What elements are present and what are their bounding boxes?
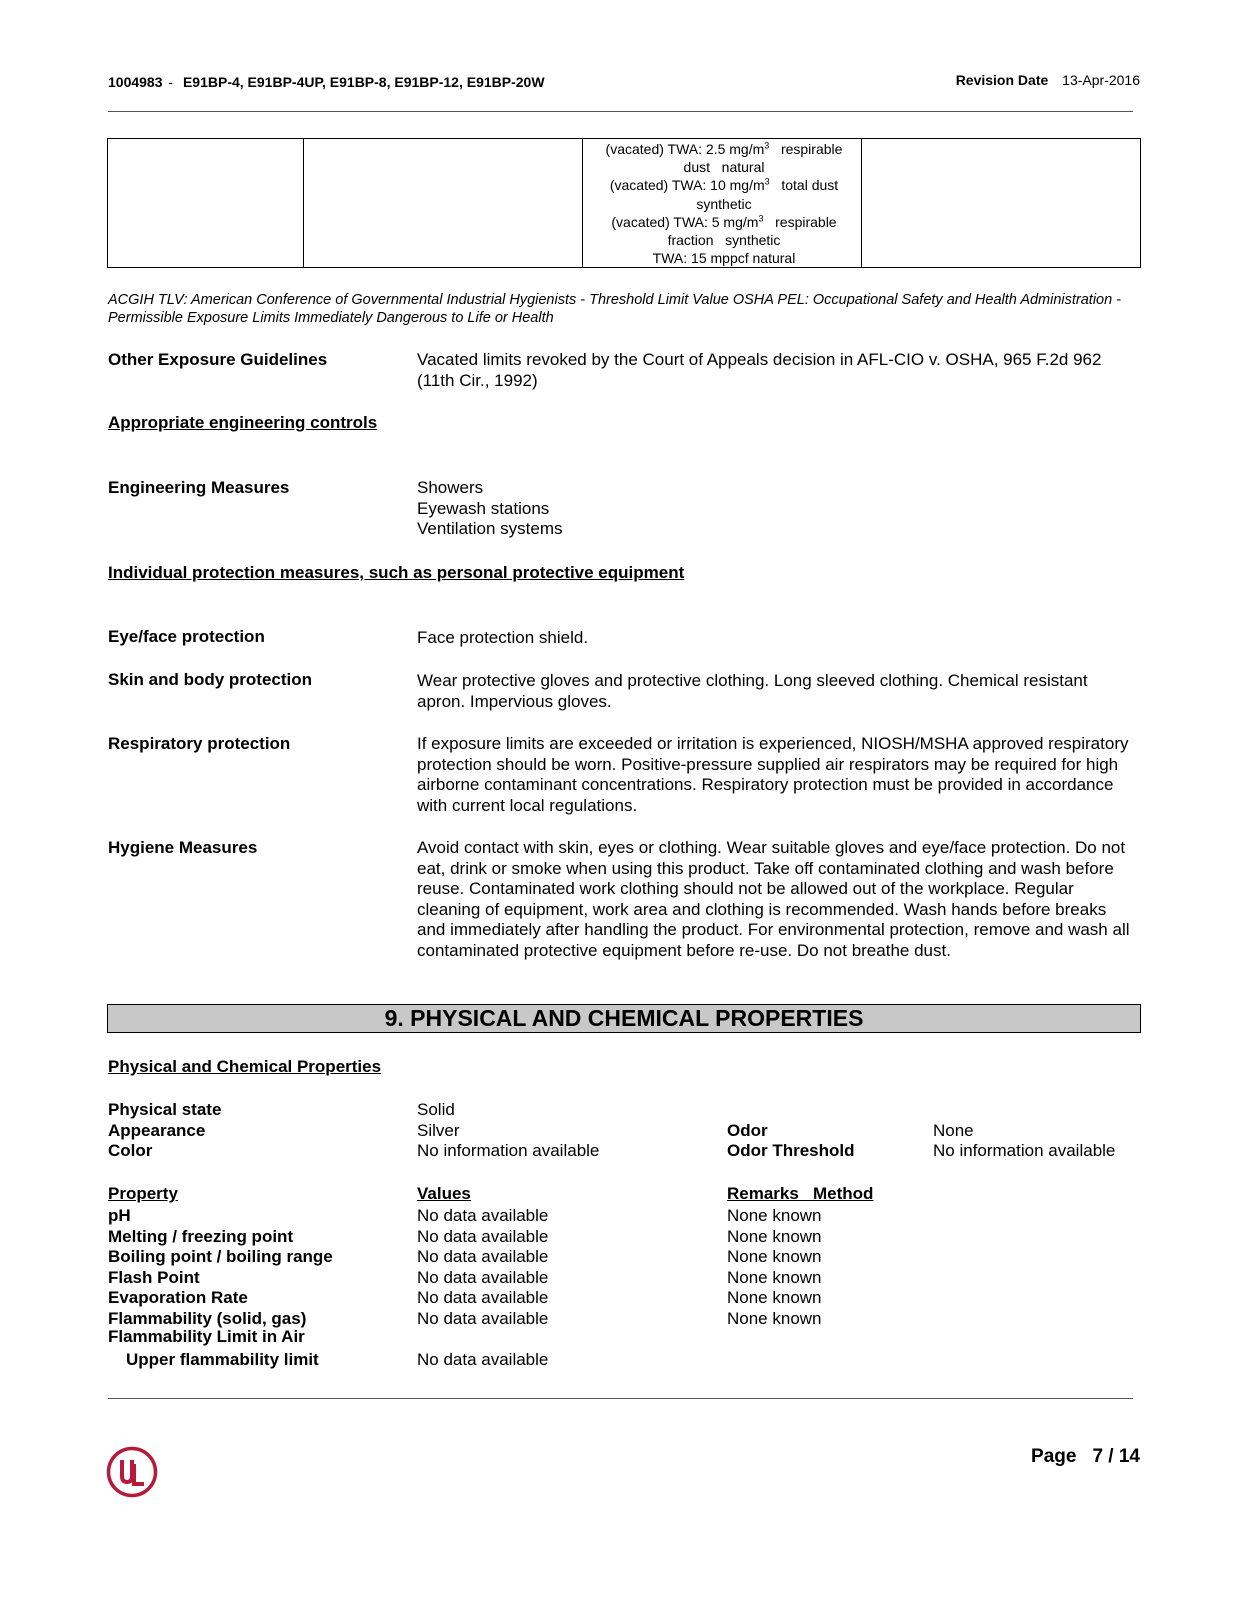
property-name: Evaporation Rate xyxy=(108,1288,248,1307)
doc-id: 1004983 xyxy=(108,74,163,90)
exposure-text: fraction synthetic xyxy=(667,232,781,249)
property-value: No data available xyxy=(417,1206,549,1225)
exposure-line xyxy=(584,176,864,194)
property-remarks: None known xyxy=(727,1267,822,1287)
property-remarks: None known xyxy=(727,1288,822,1307)
page-label: Page xyxy=(1031,1446,1077,1467)
appearance-label: Appearance xyxy=(108,1121,206,1140)
exposure-unit-superscript: 3 xyxy=(764,176,770,187)
upper-flammability-label: Upper flammability limit xyxy=(126,1350,319,1369)
property-name: Boiling point / boiling range xyxy=(108,1247,333,1266)
page-number xyxy=(1031,1446,1140,1468)
osha-pel-cell xyxy=(584,139,864,267)
property-value: No data available xyxy=(417,1247,549,1266)
eye-face-label: Eye/face protection xyxy=(108,627,265,646)
property-value: No data available xyxy=(417,1267,549,1287)
exposure-line xyxy=(584,158,864,176)
exposure-text: dust natural xyxy=(683,159,765,176)
doc-id-separator: - xyxy=(168,74,174,90)
odor-threshold-label: Odor Threshold xyxy=(727,1141,855,1160)
exposure-text: (vacated) TWA: 5 mg/m xyxy=(611,213,759,230)
table-column-2 xyxy=(304,139,583,267)
other-exposure-value: Vacated limits revoked by the Court of Appeals decision in AFL-CIO v. OSHA, 965 F.2d 962 (11th Cir., 1992) xyxy=(417,350,1102,390)
header-divider xyxy=(108,111,1133,112)
property-remarks: None known xyxy=(727,1308,822,1328)
odor-value: None xyxy=(933,1121,974,1140)
engineering-measures-label: Engineering Measures xyxy=(108,478,290,497)
exposure-text: (vacated) TWA: 2.5 mg/m xyxy=(605,141,765,157)
property-header: Property xyxy=(108,1184,178,1203)
exposure-text: respirable xyxy=(763,213,837,230)
values-header: Values xyxy=(417,1184,471,1203)
exposure-line xyxy=(584,231,864,249)
exposure-unit-superscript: 3 xyxy=(758,213,764,224)
other-exposure-label: Other Exposure Guidelines xyxy=(108,350,328,369)
product-codes: E91BP-4, E91BP-4UP, E91BP-8, E91BP-12, E91BP-20W xyxy=(182,74,545,90)
table-column-1 xyxy=(108,139,304,267)
engineering-measures-list xyxy=(417,478,1137,540)
odor-threshold-value: No information available xyxy=(933,1141,1116,1160)
property-remarks: None known xyxy=(727,1247,822,1266)
respiratory-value: If exposure limits are exceeded or irritation is experienced, NIOSH/MSHA approved respiratory protection should be worn. Positive-pressure supplied air respirators may be required for high airborne contaminant concentrations. Respiratory protection must be provided in accordance with current local regulations. xyxy=(417,734,1129,815)
property-name: pH xyxy=(108,1206,131,1225)
skin-body-value: Wear protective gloves and protective clothing. Long sleeved clothing. Chemical resistant apron. Impervious gloves. xyxy=(417,671,1088,711)
property-name: Melting / freezing point xyxy=(108,1226,294,1246)
exposure-text: respirable xyxy=(769,141,843,157)
property-value: No data available xyxy=(417,1288,549,1307)
exposure-line xyxy=(584,195,864,213)
physical-state-label: Physical state xyxy=(108,1100,222,1119)
revision-label: Revision Date xyxy=(955,72,1049,88)
ul-logo-icon xyxy=(106,1446,158,1498)
upper-flammability-value: No data available xyxy=(417,1350,549,1369)
physical-state-value: Solid xyxy=(417,1100,455,1119)
engineering-controls-heading: Appropriate engineering controls xyxy=(108,413,378,432)
property-remarks: None known xyxy=(727,1206,822,1225)
exposure-limits-table xyxy=(107,138,1141,268)
property-value: No data available xyxy=(417,1308,549,1328)
revision-date: 13-Apr-2016 xyxy=(1062,72,1140,88)
exposure-text: total dust xyxy=(769,177,839,194)
flammability-limit-label: Flammability Limit in Air xyxy=(108,1327,305,1346)
list-item: Ventilation systems xyxy=(417,519,563,538)
remarks-header: Remarks Method xyxy=(727,1184,874,1203)
property-value: No data available xyxy=(417,1226,549,1246)
skin-body-label: Skin and body protection xyxy=(108,670,313,689)
document-header-id xyxy=(108,74,545,90)
page-value: 7 / 14 xyxy=(1092,1446,1140,1467)
pcp-heading: Physical and Chemical Properties xyxy=(108,1057,382,1076)
ppe-heading: Individual protection measures, such as personal protective equipment xyxy=(108,563,685,582)
color-label: Color xyxy=(108,1141,153,1160)
exposure-line xyxy=(584,249,864,267)
respiratory-label: Respiratory protection xyxy=(108,734,291,753)
list-item: Eyewash stations xyxy=(417,498,550,518)
exposure-unit-superscript: 3 xyxy=(764,140,770,151)
exposure-text: synthetic xyxy=(696,195,752,212)
odor-label: Odor xyxy=(727,1121,768,1140)
exposure-line xyxy=(584,213,864,231)
appearance-value: Silver xyxy=(417,1121,460,1140)
exposure-line xyxy=(584,140,864,158)
footer-divider xyxy=(108,1398,1133,1399)
exposure-text: (vacated) TWA: 10 mg/m xyxy=(609,177,765,194)
property-name: Flash Point xyxy=(108,1267,200,1287)
revision-info xyxy=(956,72,1140,88)
exposure-text: TWA: 15 mppcf natural xyxy=(652,250,796,267)
hygiene-label: Hygiene Measures xyxy=(108,838,258,857)
property-remarks: None known xyxy=(727,1226,822,1246)
property-name: Flammability (solid, gas) xyxy=(108,1308,307,1328)
section-9-title: 9. PHYSICAL AND CHEMICAL PROPERTIES xyxy=(107,1004,1141,1033)
list-item: Showers xyxy=(417,478,484,497)
eye-face-value: Face protection shield. xyxy=(417,628,589,647)
color-value: No information available xyxy=(417,1141,600,1160)
acgih-abbreviation-note: ACGIH TLV: American Conference of Governmental Industrial Hygienists - Threshold Limit Value OSHA PEL: Occupational Safety and Health Administration - Permissible Exposure Limits Immediately Dangerous to Life or Health xyxy=(108,292,1122,326)
hygiene-value: Avoid contact with skin, eyes or clothing. Wear suitable gloves and eye/face protection. Do not eat, drink or smoke when using this product. Take off contaminated clothing and wash before reuse. Contaminated work clothing should not be allowed out of the workplace. Regular cleaning of equipment, work area and clothing is recommended. Wash hands before breaks and immediately after handling the product. For environmental protection, remove and wash all contaminated protective equipment before re-use. Do not breathe dust. xyxy=(417,838,1130,960)
